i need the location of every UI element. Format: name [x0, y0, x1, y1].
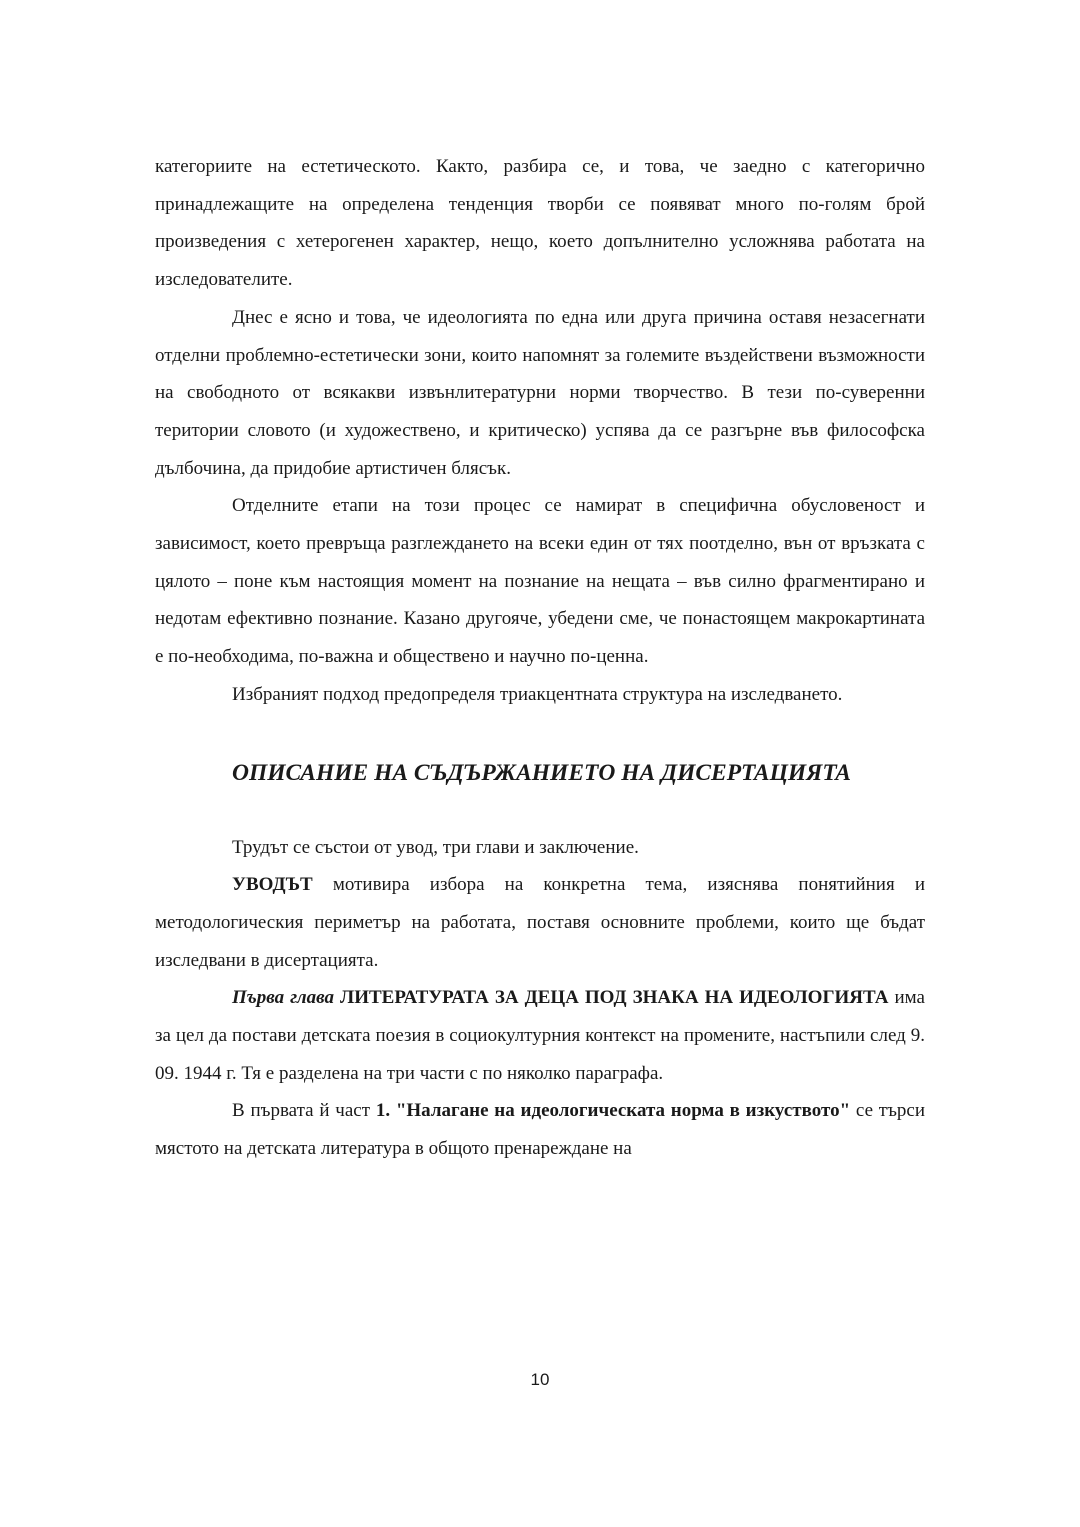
paragraph-introduction: [155, 866, 925, 979]
paragraph-2: Днес е ясно и това, че идеологията по една или друга причина оставя незасегнати отделни проблемно-естетически зони, които напомнят за големите въздействени възможности на свободното от всякакви извънлитературни норми творчество. В тези по-суверенни територии словото (и художествено, и критическо) успява да се разгърне във философска дълбочина, да придобие артистичен блясък.: [155, 306, 925, 479]
paragraph-chapter-one: [155, 979, 925, 1092]
paragraph-structure: [155, 829, 925, 867]
chapter-one-label: Първа глава: [232, 987, 335, 1009]
document-page: [155, 148, 925, 1168]
part-one-title: 1. "Налагане на идеологическата норма в изкуството": [375, 1100, 851, 1122]
structure-text: Трудът се състои от увод, три глави и заключение.: [232, 836, 639, 858]
section-heading: ОПИСАНИЕ НА СЪДЪРЖАНИЕТО НА ДИСЕРТАЦИЯТА: [232, 759, 851, 786]
page-number: 10: [530, 1370, 550, 1389]
chapter-one-text: има за цел да постави детската поезия в социокултурния контекст на промените, настъпили след 9. 09. 1944 г. Тя е разделена на три части с по няколко параграфа.: [155, 987, 925, 1084]
part-one-intro: В първата й част: [232, 1100, 376, 1122]
chapter-one-title: ЛИТЕРАТУРАТА ЗА ДЕЦА ПОД ЗНАКА НА ИДЕОЛОГИЯТА: [334, 987, 889, 1009]
part-one-text: се търси мястото на детската литература в общото пренареждане на: [155, 1100, 926, 1160]
introduction-text: мотивира избора на конкретна тема, изяснява понятийния и методологическия периметър на работата, поставя основните проблеми, които ще бъдат изследвани в дисертацията.: [155, 874, 925, 971]
paragraph-1: категориите на естетическото. Както, разбира се, и това, че заедно с категорично принадлежащите на определена тенденция творби се появяват много по-голям брой произведения с хетерогенен характер, нещо, което допълнително усложнява работата на изследователите.: [155, 156, 925, 291]
paragraph-part-one: [155, 1092, 925, 1167]
paragraph-3: Отделните етапи на този процес се намират в специфична обусловеност и зависимост, което превръща разглеждането на всеки един от тях поотделно, вън от връзката с цялото – поне към настоящия момент на познание на нещата – във силно фрагментирано и недотам ефективно познание. Казано другояче, убедени сме, че понастоящем макрокартината е по-необходима, по-важна и обществено и научно по-ценна.: [155, 495, 925, 668]
paragraph-4: Избраният подход предопределя триакцентната структура на изследването.: [232, 683, 843, 705]
introduction-label: УВОДЪТ: [232, 874, 313, 896]
